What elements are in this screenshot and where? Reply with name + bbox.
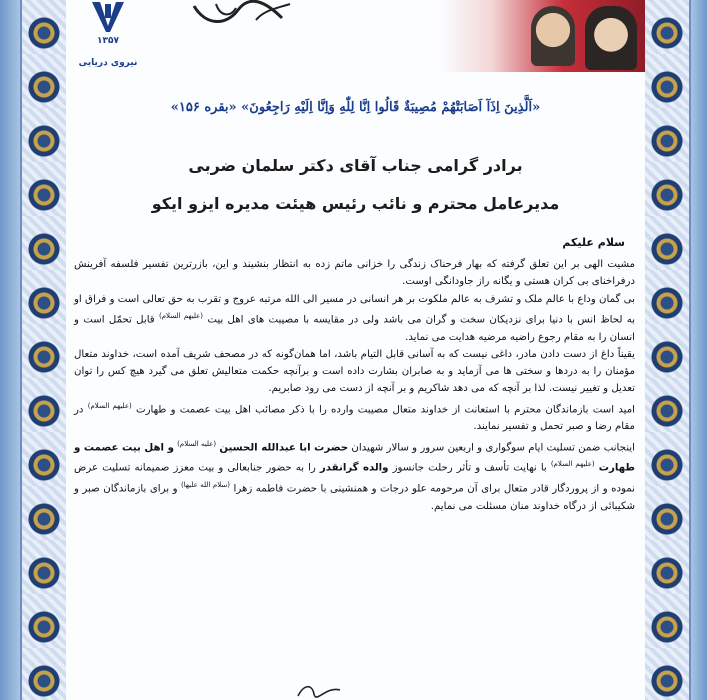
paragraph-5-text-a: اینجانب ضمن تسلیت ایام سوگواری و اربعین سرور و سالار شهیدان	[351, 442, 635, 454]
paragraph-5-text-d: و برای بازماندگان صبر و شکیبائی از درگاه خداوند منان مسئلت می نمایم.	[74, 483, 635, 512]
letter-body-area	[66, 0, 645, 700]
salutation: سلام علیکم	[562, 236, 625, 249]
quran-verse: «اَلَّذِینَ اِذَآ اَصَابَتْهُمْ مُصِیبَةٌ قَالُوا اِنَّا لِلّٰهِ وَاِنَّا اِلَیْهِ رَاجِعُونَ» «بقره ۱۵۶»	[170, 100, 541, 115]
paragraph-2-text-b: قابل تحمّل است و انسان را به مقام رجوع راضیه مرضیه هدایت می نماید.	[74, 314, 635, 343]
portrait-1	[531, 6, 575, 66]
paragraph-4	[74, 398, 635, 436]
paragraph-2-text-a: بی گمان وداع با عالم ملک و تشرف به عالم ملکوت بر هر انسانی در مسیر الی الله مرتبه عروج و تقرب به حق تعالی است و فراق او به لحاظ انس با دنیا برای نزدیکان سخت و گران می باشد ولی در مقایسه با مصیبت های اهل بیت	[74, 293, 635, 326]
honorific-ahlulbayt-2: (علیهم السلام)	[87, 401, 132, 410]
ornamental-border-left	[20, 0, 68, 700]
paragraph-4-text-a: امید است بازماندگان محترم با استعانت از خداوند متعال مصیبت وارده را با ذکر مصائب اهل بیت عصمت و طهارت	[135, 404, 636, 416]
navy-emblem-icon	[88, 0, 128, 34]
paragraph-5-text-b: با نهایت تأسف و تأثر رحلت جانسوز	[392, 462, 547, 474]
leaders-photo	[440, 0, 645, 72]
imam-name: حضرت ابا عبدالله الحسین	[219, 442, 349, 454]
navy-logo	[76, 0, 140, 88]
paragraph-3: یقیناً داغ از دست دادن مادر، داغی نیست که به آسانی قابل التیام باشد، اما همان‌گونه که در مصحف شریف آمده است، خداوند متعال مؤمنان را به دردها و سختی ها می آزماید و به صابران بشارت داده است و برآنچه حکمت متعالیش تعلق می گیرد هیچ کس را توان تعدیل و تغییر نیست. لذا بر آنچه که می دهد شاکریم و بر آنچه از دست می رود صابریم.	[74, 348, 635, 395]
recipient-name: برادر گرامی جناب آقای دکتر سلمان ضربی	[188, 156, 523, 175]
honorific-ahlulbayt: (علیهم السلام)	[158, 311, 204, 320]
recipient-position: مدیرعامل محترم و نائب رئیس هیئت مدیره ایزو ایکو	[151, 194, 560, 213]
paragraph-2	[74, 291, 635, 346]
ahlulbayt-phrase: و اهل بیت عصمت و طهارت	[74, 442, 635, 474]
signature-icon	[294, 682, 344, 700]
logo-year: ۱۳۵۷	[97, 36, 119, 46]
honorific-imam: (علیه السلام)	[177, 439, 217, 448]
paragraph-1: مشیت الهی بر این تعلق گرفته که بهار فرحناک زندگی را خزانی ماتم زده به انتظار بنشیند و این، بازرترین تفسیر فلسفه آفرینش درفراخنای بی کران هستی و یگانه راز جاودانگی اوست.	[74, 259, 635, 288]
logo-caption: نیروی دریایی	[78, 58, 138, 68]
outer-border-left	[0, 0, 20, 700]
mother-phrase: والده گرانقدر	[319, 462, 389, 474]
paragraph-5-text-c: را به حضور جنابعالی و بیت معزز صمیمانه تسلیت عرض نموده و از پروردگار قادر متعال برای آن مرحومه علو درجات و همنشینی با حضرت فاطمه زهرا	[74, 462, 636, 495]
outer-border-right	[691, 0, 707, 700]
paragraph-5	[74, 436, 635, 515]
portrait-2	[585, 6, 637, 70]
paragraph-4-text-b: در مقام رضا و صبر تحمل و تفسیر نمایند.	[74, 404, 635, 433]
calligraphy-emblem-icon	[186, 0, 296, 28]
honorific-ahlulbayt-3: (علیهم السلام)	[550, 460, 595, 469]
ornamental-border-right	[643, 0, 691, 700]
honorific-fatima: (سلام الله علیها)	[181, 481, 230, 490]
letter-text	[74, 256, 635, 515]
